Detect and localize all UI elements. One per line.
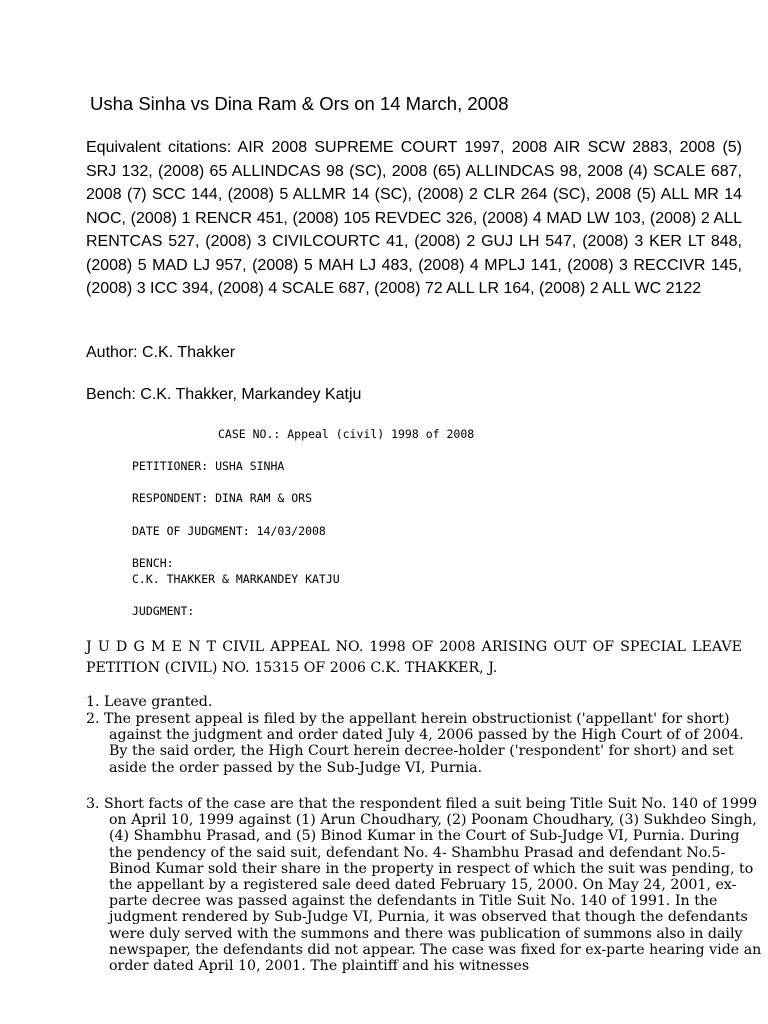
judgment-heading: J U D G M E N T CIVIL APPEAL NO. 1998 OF 2008 ARISING OUT OF SPECIAL LEAVE PETITION (CIVIL) NO. 15315 OF 2006 C.K. THAKKER, J. bbox=[86, 639, 742, 676]
paragraph-3: 3. Short facts of the case are that the respondent filed a suit being Title Suit No. 140 of 1999 on April 10, 1999 against (1) Arun Choudhary, (2) Poonam Choudhary, (3) Sukhdeo Singh, (4) Shambhu Prasad, and (5) Binod Kumar in the Court of Sub-Judge VI, Purnia. During the pendency of the said suit, defendant No. 4- Shambhu Prasad and defendant No.5-Binod Kumar sold their share in the property in respect of which the suit was pending, to the appellant by a registered sale deed dated February 15, 2000. On May 24, 2001, ex-parte decree was passed against the defendants in Title Suit No. 140 of 1991. In the judgment rendered by Sub-Judge VI, Purnia, it was observed that though the defendants were duly served with the summons and there was publication of summons also in daily newspaper, the defendants did not appear. The case was fixed for ex-parte hearing vide an order dated April 10, 2001. The plaintiff and his witnesses bbox=[86, 796, 762, 975]
date-of-judgment: DATE OF JUDGMENT: 14/03/2008 bbox=[132, 524, 326, 538]
bench-label: BENCH: bbox=[132, 556, 174, 570]
author-line: Author: C.K. Thakker bbox=[86, 344, 236, 361]
equivalent-citations: Equivalent citations: AIR 2008 SUPREME COURT 1997, 2008 AIR SCW 2883, 2008 (5) SRJ 132, (2008) 65 ALLINDCAS 98 (SC), 2008 (65) ALLINDCAS 98, 2008 (4) SCALE 687, 2008 (7) SCC 144, (2008) 5 ALLMR 14 (SC), (2008) 2 CLR 264 (SC), 2008 (5) ALL MR 14 NOC, (2008) 1 RENCR 451, (2008) 105 REVDEC 326, (2008) 4 MAD LW 103, (2008) 2 ALL RENTCAS 527, (2008) 3 CIVILCOURTC 41, (2008) 2 GUJ LH 547, (2008) 3 KER LT 848, (2008) 5 MAD LJ 957, (2008) 5 MAH LJ 483, (2008) 4 MPLJ 141, (2008) 3 RECCIVR 145, (2008) 3 ICC 394, (2008) 4 SCALE 687, (2008) 72 ALL LR 164, (2008) 2 ALL WC 2122 bbox=[86, 139, 742, 297]
respondent: RESPONDENT: DINA RAM & ORS bbox=[132, 491, 313, 505]
paragraph-1: 1. Leave granted. bbox=[86, 694, 213, 710]
bench-names: C.K. THAKKER & MARKANDEY KATJU bbox=[132, 572, 340, 586]
bench-line: Bench: C.K. Thakker, Markandey Katju bbox=[86, 386, 362, 403]
petitioner: PETITIONER: USHA SINHA bbox=[132, 459, 285, 473]
document-title: Usha Sinha vs Dina Ram & Ors on 14 March, 2008 bbox=[90, 93, 509, 114]
judgment-label: JUDGMENT: bbox=[132, 604, 195, 618]
case-number: CASE NO.: Appeal (civil) 1998 of 2008 bbox=[218, 427, 475, 441]
paragraph-2: 2. The present appeal is filed by the appellant herein obstructionist ('appellant' for short) against the judgment and order dated July 4, 2006 passed by the High Court of of 2004. By the said order, the High Court herein decree-holder ('respondent' for short) and set aside the order passed by the Sub-Judge VI, Purnia. bbox=[86, 711, 744, 776]
